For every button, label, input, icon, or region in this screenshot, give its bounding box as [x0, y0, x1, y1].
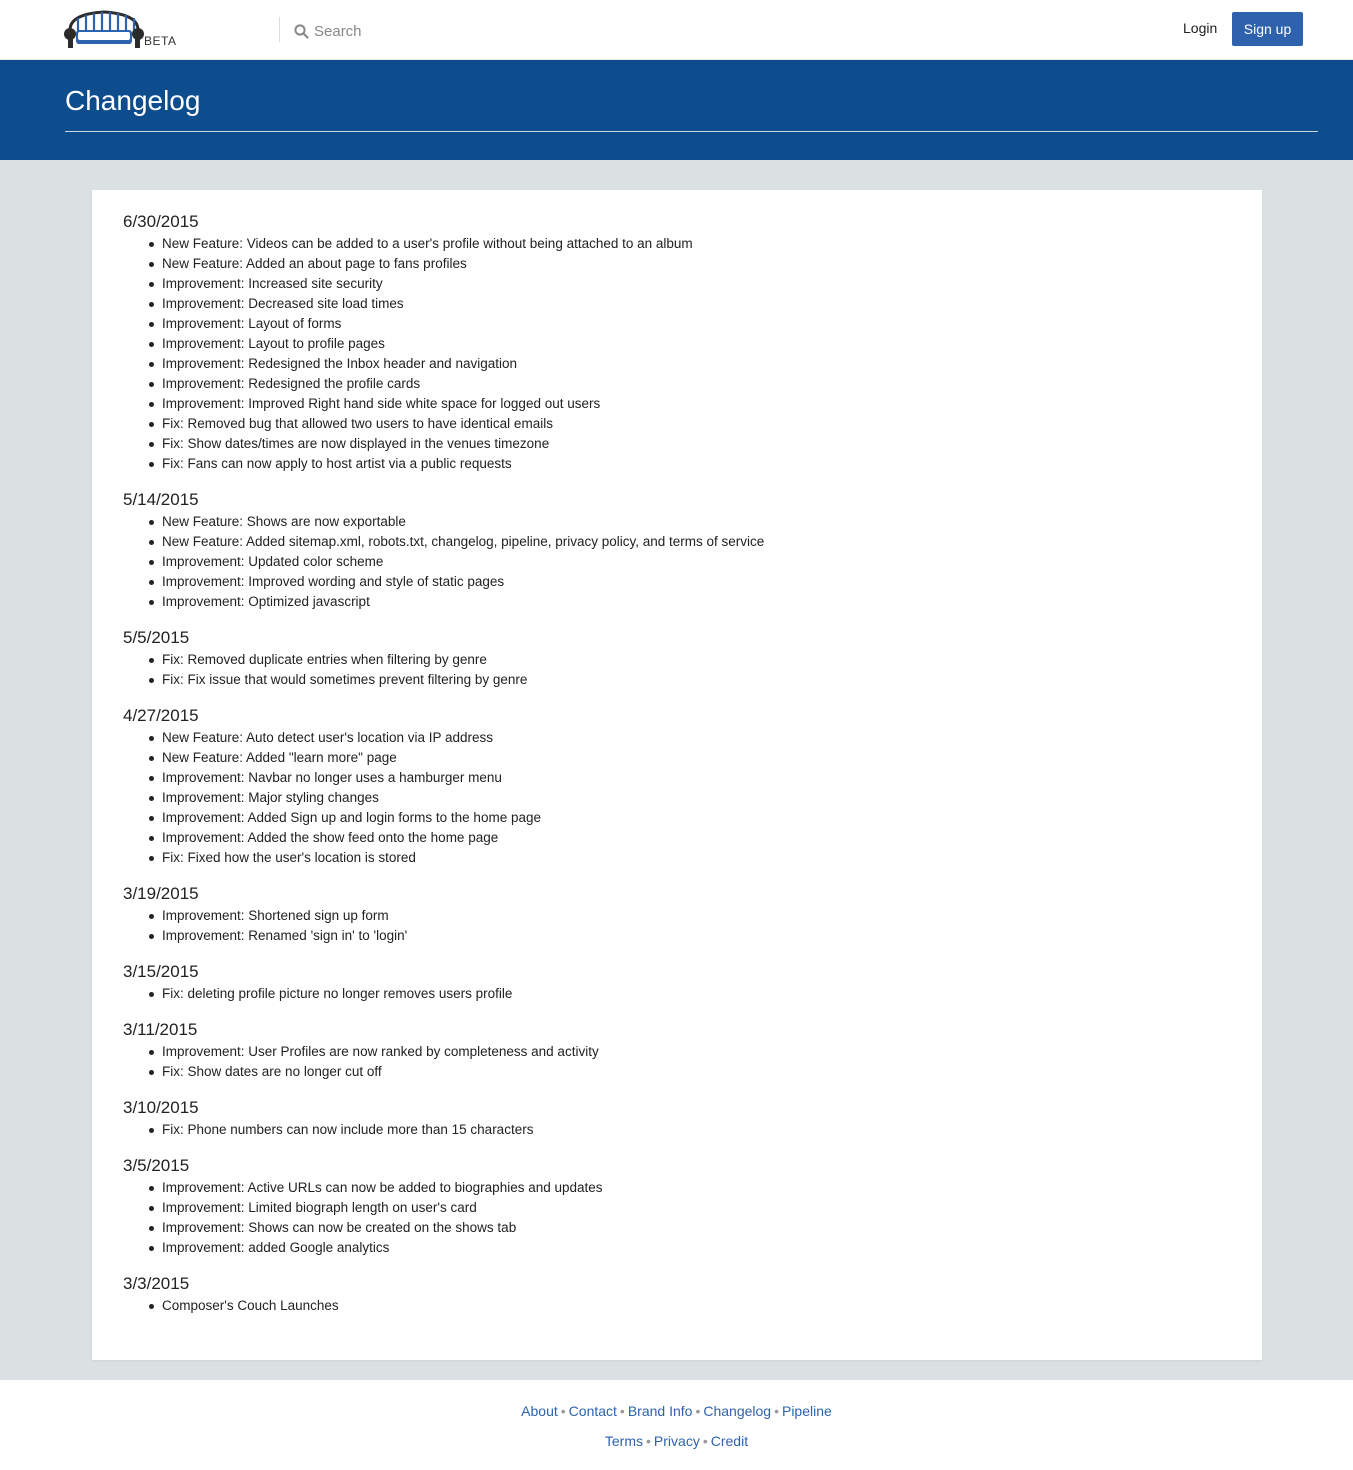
changelog-items — [123, 984, 1231, 1004]
footer-link-privacy[interactable]: Privacy — [653, 1433, 700, 1449]
search-icon — [294, 24, 309, 39]
footer-link-credit[interactable]: Credit — [710, 1433, 749, 1449]
changelog-date: 3/5/2015 — [123, 1156, 190, 1175]
beta-badge: BETA — [144, 34, 177, 48]
changelog-item: Improvement: Navbar no longer uses a hamburger menu — [149, 768, 1231, 788]
brand-logo-link[interactable] — [64, 8, 184, 50]
changelog-entry — [123, 1154, 1231, 1258]
changelog-items — [123, 650, 1231, 690]
navbar — [0, 0, 1353, 60]
changelog-entry — [123, 1272, 1231, 1316]
footer-links-secondary — [0, 1433, 1353, 1449]
changelog-entry — [123, 488, 1231, 612]
changelog-entry — [123, 704, 1231, 868]
changelog-item: New Feature: Videos can be added to a user's profile without being attached to an album — [149, 234, 1231, 254]
changelog-date: 4/27/2015 — [123, 706, 199, 725]
footer-separator: • — [619, 1403, 625, 1419]
footer-link-brand-info[interactable]: Brand Info — [627, 1403, 693, 1419]
footer-link-contact[interactable]: Contact — [568, 1403, 617, 1419]
changelog-items — [123, 1178, 1231, 1258]
footer-link-changelog[interactable]: Changelog — [703, 1403, 772, 1419]
footer-link-about[interactable]: About — [521, 1403, 558, 1419]
changelog-item: Improvement: User Profiles are now ranked by completeness and activity — [149, 1042, 1231, 1062]
header-divider — [65, 131, 1318, 132]
changelog-item: Improvement: Added the show feed onto the home page — [149, 828, 1231, 848]
changelog-list — [123, 210, 1231, 1316]
changelog-date: 5/14/2015 — [123, 490, 199, 509]
changelog-date: 5/5/2015 — [123, 628, 190, 647]
changelog-date: 3/10/2015 — [123, 1098, 199, 1117]
changelog-entry — [123, 626, 1231, 690]
changelog-entry — [123, 1096, 1231, 1140]
changelog-item: Improvement: Added Sign up and login forms to the home page — [149, 808, 1231, 828]
changelog-items — [123, 234, 1231, 474]
search-box — [294, 19, 514, 43]
changelog-item: Fix: Phone numbers can now include more than 15 characters — [149, 1120, 1231, 1140]
changelog-item: Composer's Couch Launches — [149, 1296, 1231, 1316]
changelog-date: 3/19/2015 — [123, 884, 199, 903]
changelog-item: Improvement: Optimized javascript — [149, 592, 1231, 612]
changelog-item: Fix: deleting profile picture no longer removes users profile — [149, 984, 1231, 1004]
changelog-item: Improvement: Limited biograph length on user's card — [149, 1198, 1231, 1218]
changelog-item: Improvement: Updated color scheme — [149, 552, 1231, 572]
changelog-date: 3/3/2015 — [123, 1274, 190, 1293]
footer-separator: • — [646, 1433, 651, 1449]
changelog-date: 3/11/2015 — [123, 1020, 198, 1039]
footer-links-primary — [0, 1403, 1353, 1419]
footer-separator: • — [695, 1403, 701, 1419]
footer-separator: • — [774, 1403, 779, 1419]
changelog-item: Improvement: Improved Right hand side white space for logged out users — [149, 394, 1231, 414]
changelog-item: Improvement: Increased site security — [149, 274, 1231, 294]
couch-logo-icon — [64, 8, 144, 50]
changelog-item: Fix: Fixed how the user's location is stored — [149, 848, 1231, 868]
changelog-item: New Feature: Added "learn more" page — [149, 748, 1231, 768]
changelog-item: New Feature: Shows are now exportable — [149, 512, 1231, 532]
changelog-item: Fix: Removed duplicate entries when filtering by genre — [149, 650, 1231, 670]
nav-divider — [279, 17, 280, 42]
changelog-item: Fix: Show dates/times are now displayed in the venues timezone — [149, 434, 1231, 454]
changelog-items — [123, 1296, 1231, 1316]
changelog-date: 3/15/2015 — [123, 962, 199, 981]
changelog-item: Fix: Fix issue that would sometimes prevent filtering by genre — [149, 670, 1231, 690]
changelog-entry — [123, 1018, 1231, 1082]
changelog-item: New Feature: Added sitemap.xml, robots.txt, changelog, pipeline, privacy policy, and terms of service — [149, 532, 1231, 552]
page-title: Changelog — [65, 85, 201, 116]
changelog-item: Improvement: Major styling changes — [149, 788, 1231, 808]
changelog-item: Improvement: Shows can now be created on the shows tab — [149, 1218, 1231, 1238]
changelog-items — [123, 1042, 1231, 1082]
page-header — [0, 60, 1353, 160]
changelog-item: Improvement: Active URLs can now be added to biographies and updates — [149, 1178, 1231, 1198]
changelog-item: Improvement: Renamed 'sign in' to 'login' — [149, 926, 1231, 946]
login-link[interactable]: Login — [1183, 20, 1218, 36]
changelog-item: Improvement: Redesigned the Inbox header and navigation — [149, 354, 1231, 374]
changelog-items — [123, 512, 1231, 612]
changelog-items — [123, 1120, 1231, 1140]
changelog-card — [92, 190, 1262, 1360]
changelog-entry — [123, 882, 1231, 946]
changelog-item: Improvement: Redesigned the profile cards — [149, 374, 1231, 394]
changelog-item: Fix: Fans can now apply to host artist via a public requests — [149, 454, 1231, 474]
footer-separator: • — [560, 1403, 566, 1419]
changelog-items — [123, 906, 1231, 946]
changelog-item: Improvement: Layout of forms — [149, 314, 1231, 334]
footer-separator: • — [702, 1433, 708, 1449]
changelog-item: New Feature: Auto detect user's location via IP address — [149, 728, 1231, 748]
changelog-entry — [123, 210, 1231, 474]
changelog-item: Improvement: Decreased site load times — [149, 294, 1231, 314]
footer-link-terms[interactable]: Terms — [604, 1433, 644, 1449]
changelog-entry — [123, 960, 1231, 1004]
changelog-item: Improvement: added Google analytics — [149, 1238, 1231, 1258]
changelog-items — [123, 728, 1231, 868]
changelog-item: Improvement: Shortened sign up form — [149, 906, 1231, 926]
footer — [0, 1380, 1353, 1470]
footer-link-pipeline[interactable]: Pipeline — [781, 1403, 832, 1419]
signup-button[interactable]: Sign up — [1232, 12, 1303, 46]
changelog-date: 6/30/2015 — [123, 212, 199, 231]
search-input[interactable] — [314, 23, 514, 40]
changelog-item: Improvement: Layout to profile pages — [149, 334, 1231, 354]
changelog-item: Fix: Removed bug that allowed two users to have identical emails — [149, 414, 1231, 434]
changelog-item: Improvement: Improved wording and style of static pages — [149, 572, 1231, 592]
changelog-item: New Feature: Added an about page to fans profiles — [149, 254, 1231, 274]
changelog-item: Fix: Show dates are no longer cut off — [149, 1062, 1231, 1082]
